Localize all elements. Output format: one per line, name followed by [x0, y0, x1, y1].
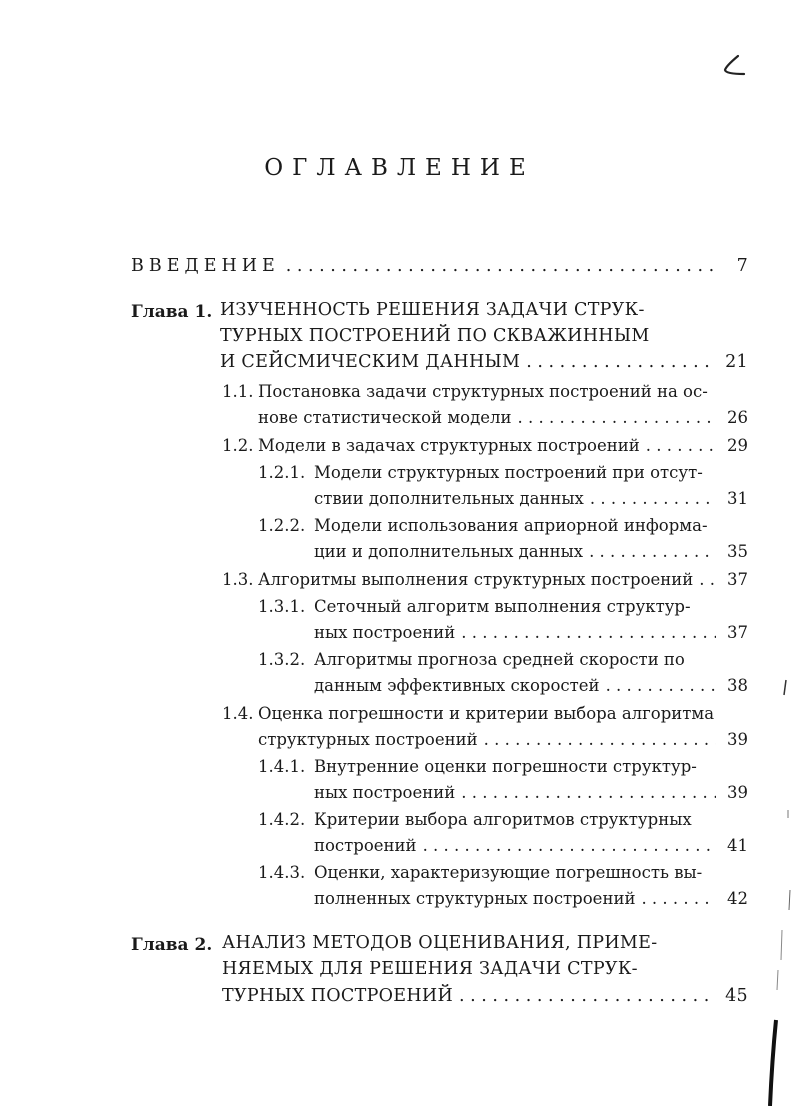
- handwritten-mark: [720, 52, 750, 82]
- dot-leader: [461, 623, 716, 642]
- dot-leader: [484, 730, 716, 749]
- section-title-line: Алгоритмы выполнения структурных построений: [258, 570, 694, 589]
- section-page: 42: [727, 889, 748, 908]
- subsection-number: 1.2.1.: [258, 463, 306, 482]
- dot-leader: [589, 542, 716, 561]
- toc-entry-1-2[interactable]: [258, 436, 748, 455]
- section-title-line[interactable]: Оценка погрешности и критерии выбора алгоритма: [258, 704, 715, 723]
- section-number: 1.1.: [222, 382, 254, 401]
- toc-entry-chapter1[interactable]: [220, 352, 748, 372]
- subsection-number: 1.4.3.: [258, 863, 306, 882]
- section-page: 31: [727, 489, 748, 508]
- dot-leader: [423, 836, 716, 855]
- chapter1-label: Глава 1.: [131, 302, 213, 322]
- subsection-number: 1.4.2.: [258, 810, 306, 829]
- subsection-number: 1.3.1.: [258, 597, 306, 616]
- intro-label: ВВЕДЕНИЕ: [131, 256, 280, 276]
- section-title-line: ных построений: [314, 623, 456, 642]
- section-page: 37: [727, 623, 748, 642]
- section-title-line[interactable]: Модели структурных построений при отсут-: [314, 463, 703, 482]
- chapter1-title-line: И СЕЙСМИЧЕСКИМ ДАННЫМ: [220, 352, 521, 372]
- toc-entry-1-3-1[interactable]: [314, 623, 748, 642]
- chapter1-title-line[interactable]: ИЗУЧЕННОСТЬ РЕШЕНИЯ ЗАДАЧИ СТРУК-: [220, 300, 645, 320]
- toc-entry-1-3-2[interactable]: [314, 676, 748, 695]
- toc-entry-intro[interactable]: [131, 256, 748, 276]
- section-title-line: построений: [314, 836, 417, 855]
- toc-entry-chapter2[interactable]: [222, 986, 748, 1006]
- chapter2-title-line[interactable]: НЯЕМЫХ ДЛЯ РЕШЕНИЯ ЗАДАЧИ СТРУК-: [222, 959, 638, 979]
- toc-entry-1-3[interactable]: [258, 570, 748, 589]
- section-title-line[interactable]: Внутренние оценки погрешности структур-: [314, 757, 697, 776]
- section-title-line: структурных построений: [258, 730, 478, 749]
- section-page: 37: [727, 570, 748, 589]
- section-page: 35: [727, 542, 748, 561]
- chapter2-page: 45: [725, 986, 748, 1006]
- dot-leader: [699, 570, 716, 589]
- section-title-line[interactable]: Модели использования априорной информа-: [314, 516, 708, 535]
- section-title-line[interactable]: Сеточный алгоритм выполнения структур-: [314, 597, 691, 616]
- section-title-line[interactable]: Алгоритмы прогноза средней скорости по: [314, 650, 685, 669]
- section-title-line[interactable]: Оценки, характеризующие погрешность вы-: [314, 863, 703, 882]
- intro-page: 7: [736, 256, 748, 276]
- section-title-line: ции и дополнительных данных: [314, 542, 584, 561]
- toc-entry-1-4-3[interactable]: [314, 889, 748, 908]
- dot-leader: [461, 783, 716, 802]
- dot-leader: [526, 352, 716, 372]
- subsection-number: 1.3.2.: [258, 650, 306, 669]
- chapter2-title-line: ТУРНЫХ ПОСТРОЕНИЙ: [222, 986, 454, 1006]
- dot-leader: [286, 256, 716, 276]
- chapter1-title-line[interactable]: ТУРНЫХ ПОСТРОЕНИЙ ПО СКВАЖИННЫМ: [220, 326, 650, 346]
- section-page: 41: [727, 836, 748, 855]
- chapter2-label: Глава 2.: [131, 935, 213, 955]
- scan-edge-artifact: [760, 640, 799, 1106]
- dot-leader: [606, 676, 716, 695]
- section-title-line: нове статистической модели: [258, 408, 512, 427]
- dot-leader: [518, 408, 716, 427]
- section-page: 39: [727, 783, 748, 802]
- section-title-line: ствии дополнительных данных: [314, 489, 584, 508]
- section-title-line: полненных структурных построений: [314, 889, 636, 908]
- section-page: 39: [727, 730, 748, 749]
- section-title-line: данным эффективных скоростей: [314, 676, 600, 695]
- subsection-number: 1.2.2.: [258, 516, 306, 535]
- section-number: 1.4.: [222, 704, 254, 723]
- section-number: 1.2.: [222, 436, 254, 455]
- subsection-number: 1.4.1.: [258, 757, 306, 776]
- dot-leader: [590, 489, 716, 508]
- section-title-line[interactable]: Постановка задачи структурных построений на ос-: [258, 382, 708, 401]
- dot-leader: [646, 436, 716, 455]
- toc-entry-1-2-2[interactable]: [314, 542, 748, 561]
- section-page: 29: [727, 436, 748, 455]
- chapter2-title-line[interactable]: АНАЛИЗ МЕТОДОВ ОЦЕНИВАНИЯ, ПРИМЕ-: [222, 933, 658, 953]
- dot-leader: [459, 986, 716, 1006]
- chapter1-page: 21: [725, 352, 748, 372]
- toc-entry-1-4-2[interactable]: [314, 836, 748, 855]
- section-page: 38: [727, 676, 748, 695]
- section-number: 1.3.: [222, 570, 254, 589]
- toc-entry-1-4[interactable]: [258, 730, 748, 749]
- toc-entry-1-4-1[interactable]: [314, 783, 748, 802]
- toc-entry-1-2-1[interactable]: [314, 489, 748, 508]
- section-page: 26: [727, 408, 748, 427]
- dot-leader: [641, 889, 716, 908]
- section-title-line[interactable]: Критерии выбора алгоритмов структурных: [314, 810, 692, 829]
- toc-entry-1-1[interactable]: [258, 408, 748, 427]
- page-title: ОГЛАВЛЕНИЕ: [264, 155, 535, 181]
- section-title-line: ных построений: [314, 783, 456, 802]
- section-title-line: Модели в задачах структурных построений: [258, 436, 640, 455]
